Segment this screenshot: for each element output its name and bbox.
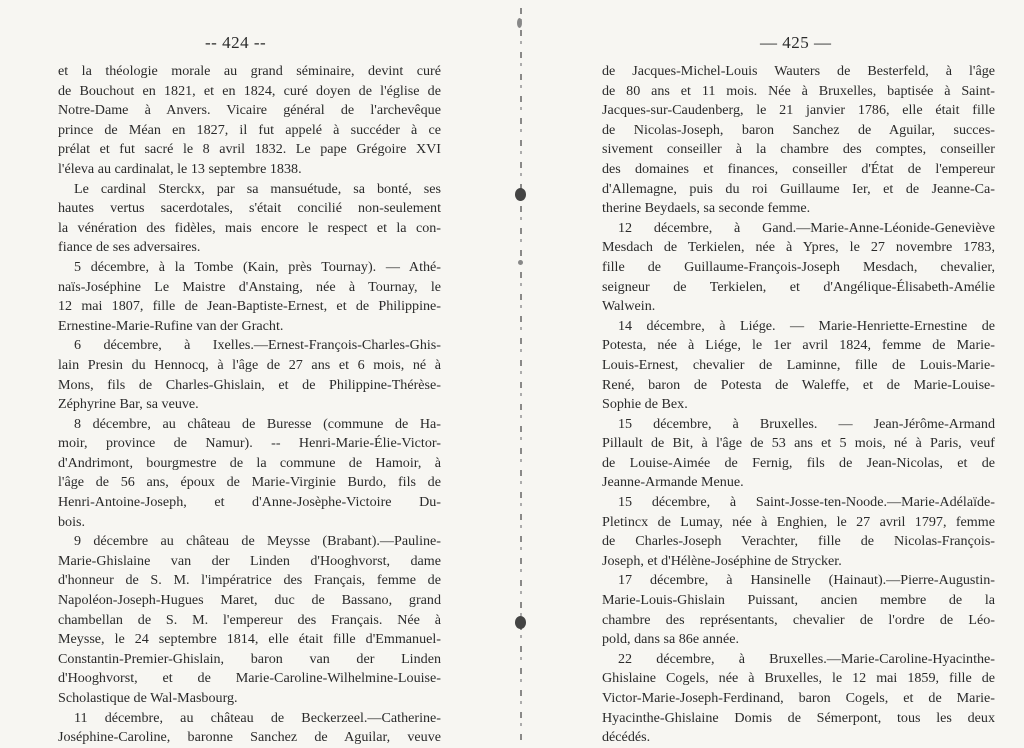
text-line: Constantin-Premier-Ghislain, baron van der Linden — [58, 650, 441, 667]
text-line: 12 mai 1807, fille de Jean-Baptiste-Ernest, et de Philippine- — [58, 298, 441, 315]
text-line: Louis-Ernest, chevalier de Laminne, fille de Louis-Marie- — [602, 356, 995, 373]
text-line: de Louise-Aimée de Fernig, fils de Jean-Nicolas, et de — [602, 454, 995, 471]
text-line: Jeanne-Armande Menue. — [602, 474, 744, 491]
text-line: pold, dans sa 86e année. — [602, 631, 739, 648]
text-line: Pillault de Bit, à l'âge de 53 ans et 5 mois, né à Paris, veuf — [602, 435, 995, 452]
text-line: sivement conseiller à la chambre des comptes, conseiller — [602, 141, 995, 158]
text-line: lain Presin du Hennocq, à l'âge de 27 ans et 6 mois, né à — [58, 356, 441, 373]
text-line: 8 décembre, au château de Buresse (commune de Ha- — [74, 415, 441, 432]
text-line: de Jacques-Michel-Louis Wauters de Besterfeld, à l'âge — [602, 63, 995, 79]
text-line: 12 décembre, à Gand.—Marie-Anne-Léonide-Geneviève — [618, 219, 995, 236]
text-line: Marie-Louis-Ghislain Puissant, ancien membre de la — [602, 592, 995, 609]
text-line: Scholastique de Wal-Masbourg. — [58, 690, 238, 706]
text-line: prélat et fut sacré le 8 avril 1832. Le pape Grégoire XVI — [58, 141, 441, 158]
text-line: et la théologie morale au grand séminaire, devint curé — [58, 63, 441, 79]
text-line: 15 décembre, à Bruxelles. — Jean-Jérôme-Armand — [618, 415, 995, 432]
text-line: therine Beydaels, sa seconde femme. — [602, 200, 811, 217]
text-line: Potesta, née à Liége, le 1er avril 1824, femme de Marie- — [602, 337, 995, 354]
text-line: Napoléon-Joseph-Hugues Maret, duc de Bassano, grand — [58, 592, 441, 609]
text-line: Jacques-sur-Caudenberg, le 21 janvier 1786, elle était fille — [602, 102, 995, 119]
text-line: 14 décembre, à Liége. — Marie-Henriette-Ernestine de — [618, 317, 995, 334]
text-line: Henri-Antoine-Joseph, et d'Anne-Josèphe-Victoire Du- — [58, 494, 441, 511]
text-line: Hyacinthe-Ghislaine Domis de Sémerpont, tous les deux — [602, 709, 995, 726]
page-number: -- 424 -- — [205, 33, 267, 52]
text-line: Sophie de Bex. — [602, 396, 688, 413]
page-number: — 425 — — [760, 33, 832, 52]
text-line: prince de Méan en 1827, il fut appelé à succéder à ce — [58, 121, 441, 138]
text-line: d'Andrimont, bourgmestre de la commune de Hamoir, à — [58, 454, 441, 471]
text-line: Ghislaine Cogels, née à Bruxelles, le 12 mai 1859, fille de — [602, 670, 995, 687]
text-line: hautes vertus sacerdotales, s'était concilié non-seulement — [58, 200, 441, 217]
text-line: 15 décembre, à Saint-Josse-ten-Noode.—Marie-Adélaïde- — [618, 494, 995, 511]
text-line: Mesdach de Terkielen, née à Ypres, le 27 novembre 1783, — [602, 239, 995, 256]
text-line: Joseph, et d'Hélène-Joséphine de Strycker. — [602, 552, 842, 569]
text-line: décédés. — [602, 729, 651, 746]
text-line: Victor-Marie-Joseph-Ferdinand, baron Cogels, et de Marie- — [602, 690, 995, 706]
text-line: 17 décembre, à Hansinelle (Hainaut).—Pierre-Augustin- — [618, 572, 995, 589]
text-line: d'Hooghvorst, et de Marie-Caroline-Wilhelmine-Louise- — [58, 670, 441, 687]
text-line: bois. — [58, 513, 86, 530]
text-line: chambre des représentants, chevalier de l'ordre de Léo- — [602, 611, 995, 628]
text-line: Mons, fils de Charles-Ghislain, et de Philippine-Thérèse- — [58, 376, 441, 393]
text-line: d'honneur de S. M. l'impératrice des Français, femme de — [58, 572, 441, 589]
left-page — [0, 0, 512, 746]
page-text — [602, 62, 995, 748]
text-line: seigneur de Terkielen, et d'Angélique-Élisabeth-Amélie — [602, 278, 995, 295]
text-line: Walwein. — [602, 298, 656, 315]
text-line: 9 décembre au château de Meysse (Brabant).—Pauline- — [74, 533, 441, 550]
text-line: Joséphine-Caroline, baronne Sanchez de Aguilar, veuve — [58, 729, 441, 746]
text-line: chambellan de S. M. l'empereur des Français. Née à — [58, 611, 441, 628]
text-line: fiance de ses adversaires. — [58, 239, 201, 256]
text-line: René, baron de Potesta de Waleffe, et de Marie-Louise- — [602, 376, 995, 393]
text-line: moir, province de Namur). -- Henri-Marie-Élie-Victor- — [58, 435, 441, 452]
text-line: de Charles-Joseph Verachter, fille de Nicolas-François- — [602, 533, 995, 550]
right-page — [512, 0, 1024, 746]
text-line: la vénération des fidèles, mais encore le respect et la con- — [58, 219, 441, 236]
text-line: fille de Guillaume-François-Joseph Mesdach, chevalier, — [602, 258, 995, 275]
text-line: Marie-Ghislaine van der Linden d'Hooghvorst, dame — [58, 552, 441, 569]
text-line: de Nicolas-Joseph, baron Sanchez de Aguilar, succes- — [602, 121, 995, 138]
text-line: l'éleva au cardinalat, le 13 septembre 1838. — [58, 160, 302, 177]
text-line: Pletincx de Lumay, née à Enghien, le 27 avril 1797, femme — [602, 513, 995, 530]
text-line: 6 décembre, à Ixelles.—Ernest-François-Charles-Ghis- — [74, 337, 441, 354]
text-line: l'âge de 56 ans, époux de Marie-Virginie Burdo, fils de — [58, 474, 441, 491]
text-line: Zéphyrine Bar, sa veuve. — [58, 396, 199, 413]
text-line: de Bouchout en 1821, et en 1824, curé doyen de l'église de — [58, 82, 441, 99]
text-line: Meysse, le 24 septembre 1814, elle était fille d'Emmanuel- — [58, 631, 441, 648]
text-line: naïs-Joséphine Le Maistre d'Anstaing, née à Tournay, le — [58, 278, 441, 295]
text-line: 11 décembre, au château de Beckerzeel.—Catherine- — [74, 709, 441, 726]
text-line: Notre-Dame à Anvers. Vicaire général de l'archevêque — [58, 102, 441, 119]
text-line: des domaines et finances, conseiller d'État de l'empereur — [602, 160, 995, 177]
text-line: de 80 ans et 11 mois. Née à Bruxelles, baptisée à Saint- — [602, 82, 995, 99]
text-line: d'Allemagne, puis du roi Guillaume Ier, et de Jeanne-Ca- — [602, 180, 995, 197]
page-text — [58, 62, 441, 748]
text-line: Le cardinal Sterckx, par sa mansuétude, sa bonté, ses — [74, 180, 441, 197]
text-line: 5 décembre, à la Tombe (Kain, près Tournay). — Athé- — [74, 258, 441, 275]
text-line: 22 décembre, à Bruxelles.—Marie-Caroline-Hyacinthe- — [618, 650, 995, 667]
text-line: Ernestine-Marie-Rufine van der Gracht. — [58, 317, 284, 334]
